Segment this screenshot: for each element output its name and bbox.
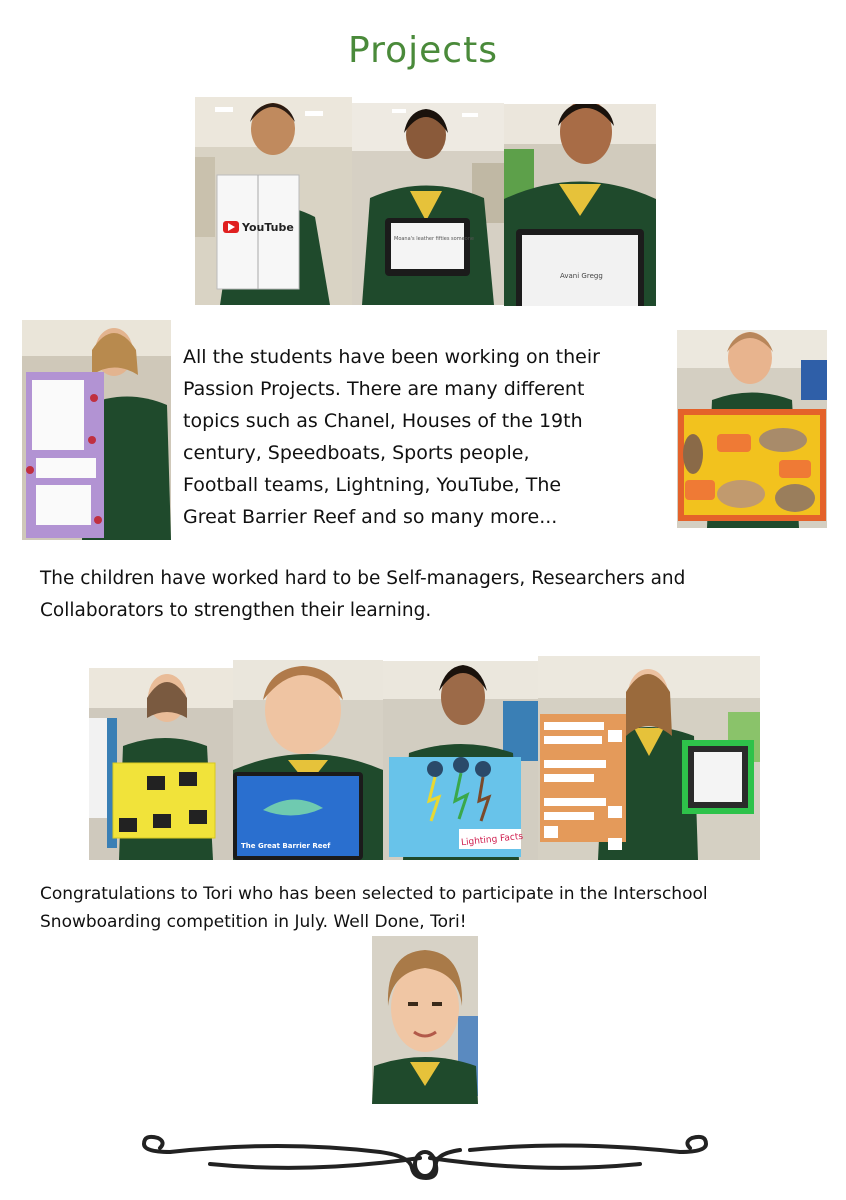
tablet-1-text: Moana's leather fifties someone [394, 236, 474, 242]
learner-line: Collaborators to strengthen their learning. [40, 600, 432, 621]
student-photo-yellow-poster [89, 668, 233, 860]
reef-screen-text: The Great Barrier Reef [241, 842, 331, 850]
learner-line: The children have worked hard to be Self-managers, Researchers and [40, 568, 686, 589]
student-photo-tori [372, 936, 478, 1104]
intro-line: Passion Projects. There are many different [183, 378, 585, 400]
youtube-logo-text: YouTube [242, 221, 294, 234]
intro-line: Great Barrier Reef and so many more... [183, 506, 558, 528]
lighting-facts-text: Lighting Facts [460, 831, 524, 849]
ornamental-divider [130, 1128, 720, 1180]
student-photo-tablet-2 [504, 104, 656, 306]
tablet-2-text: Avani Gregg [560, 272, 603, 280]
intro-paragraph [183, 341, 673, 533]
learner-paragraph [40, 563, 820, 627]
student-photo-reef [233, 660, 383, 860]
student-photo-louis-vuitton [538, 656, 760, 860]
congrats-paragraph [40, 880, 830, 936]
page-title: Projects [348, 30, 498, 71]
intro-line: century, Speedboats, Sports people, [183, 442, 530, 464]
student-photo-animals [677, 330, 827, 528]
intro-line: Football teams, Lightning, YouTube, The [183, 474, 562, 496]
congrats-line: Congratulations to Tori who has been selected to participate in the Interschool [40, 884, 708, 904]
intro-line: All the students have been working on their [183, 346, 600, 368]
student-photo-tablet-1 [352, 103, 504, 305]
student-photo-youtube [195, 97, 352, 305]
student-photo-lightning [383, 661, 538, 860]
student-photo-chanel [22, 320, 171, 540]
intro-line: topics such as Chanel, Houses of the 19th [183, 410, 583, 432]
congrats-line: Snowboarding competition in July. Well Done, Tori! [40, 912, 467, 932]
